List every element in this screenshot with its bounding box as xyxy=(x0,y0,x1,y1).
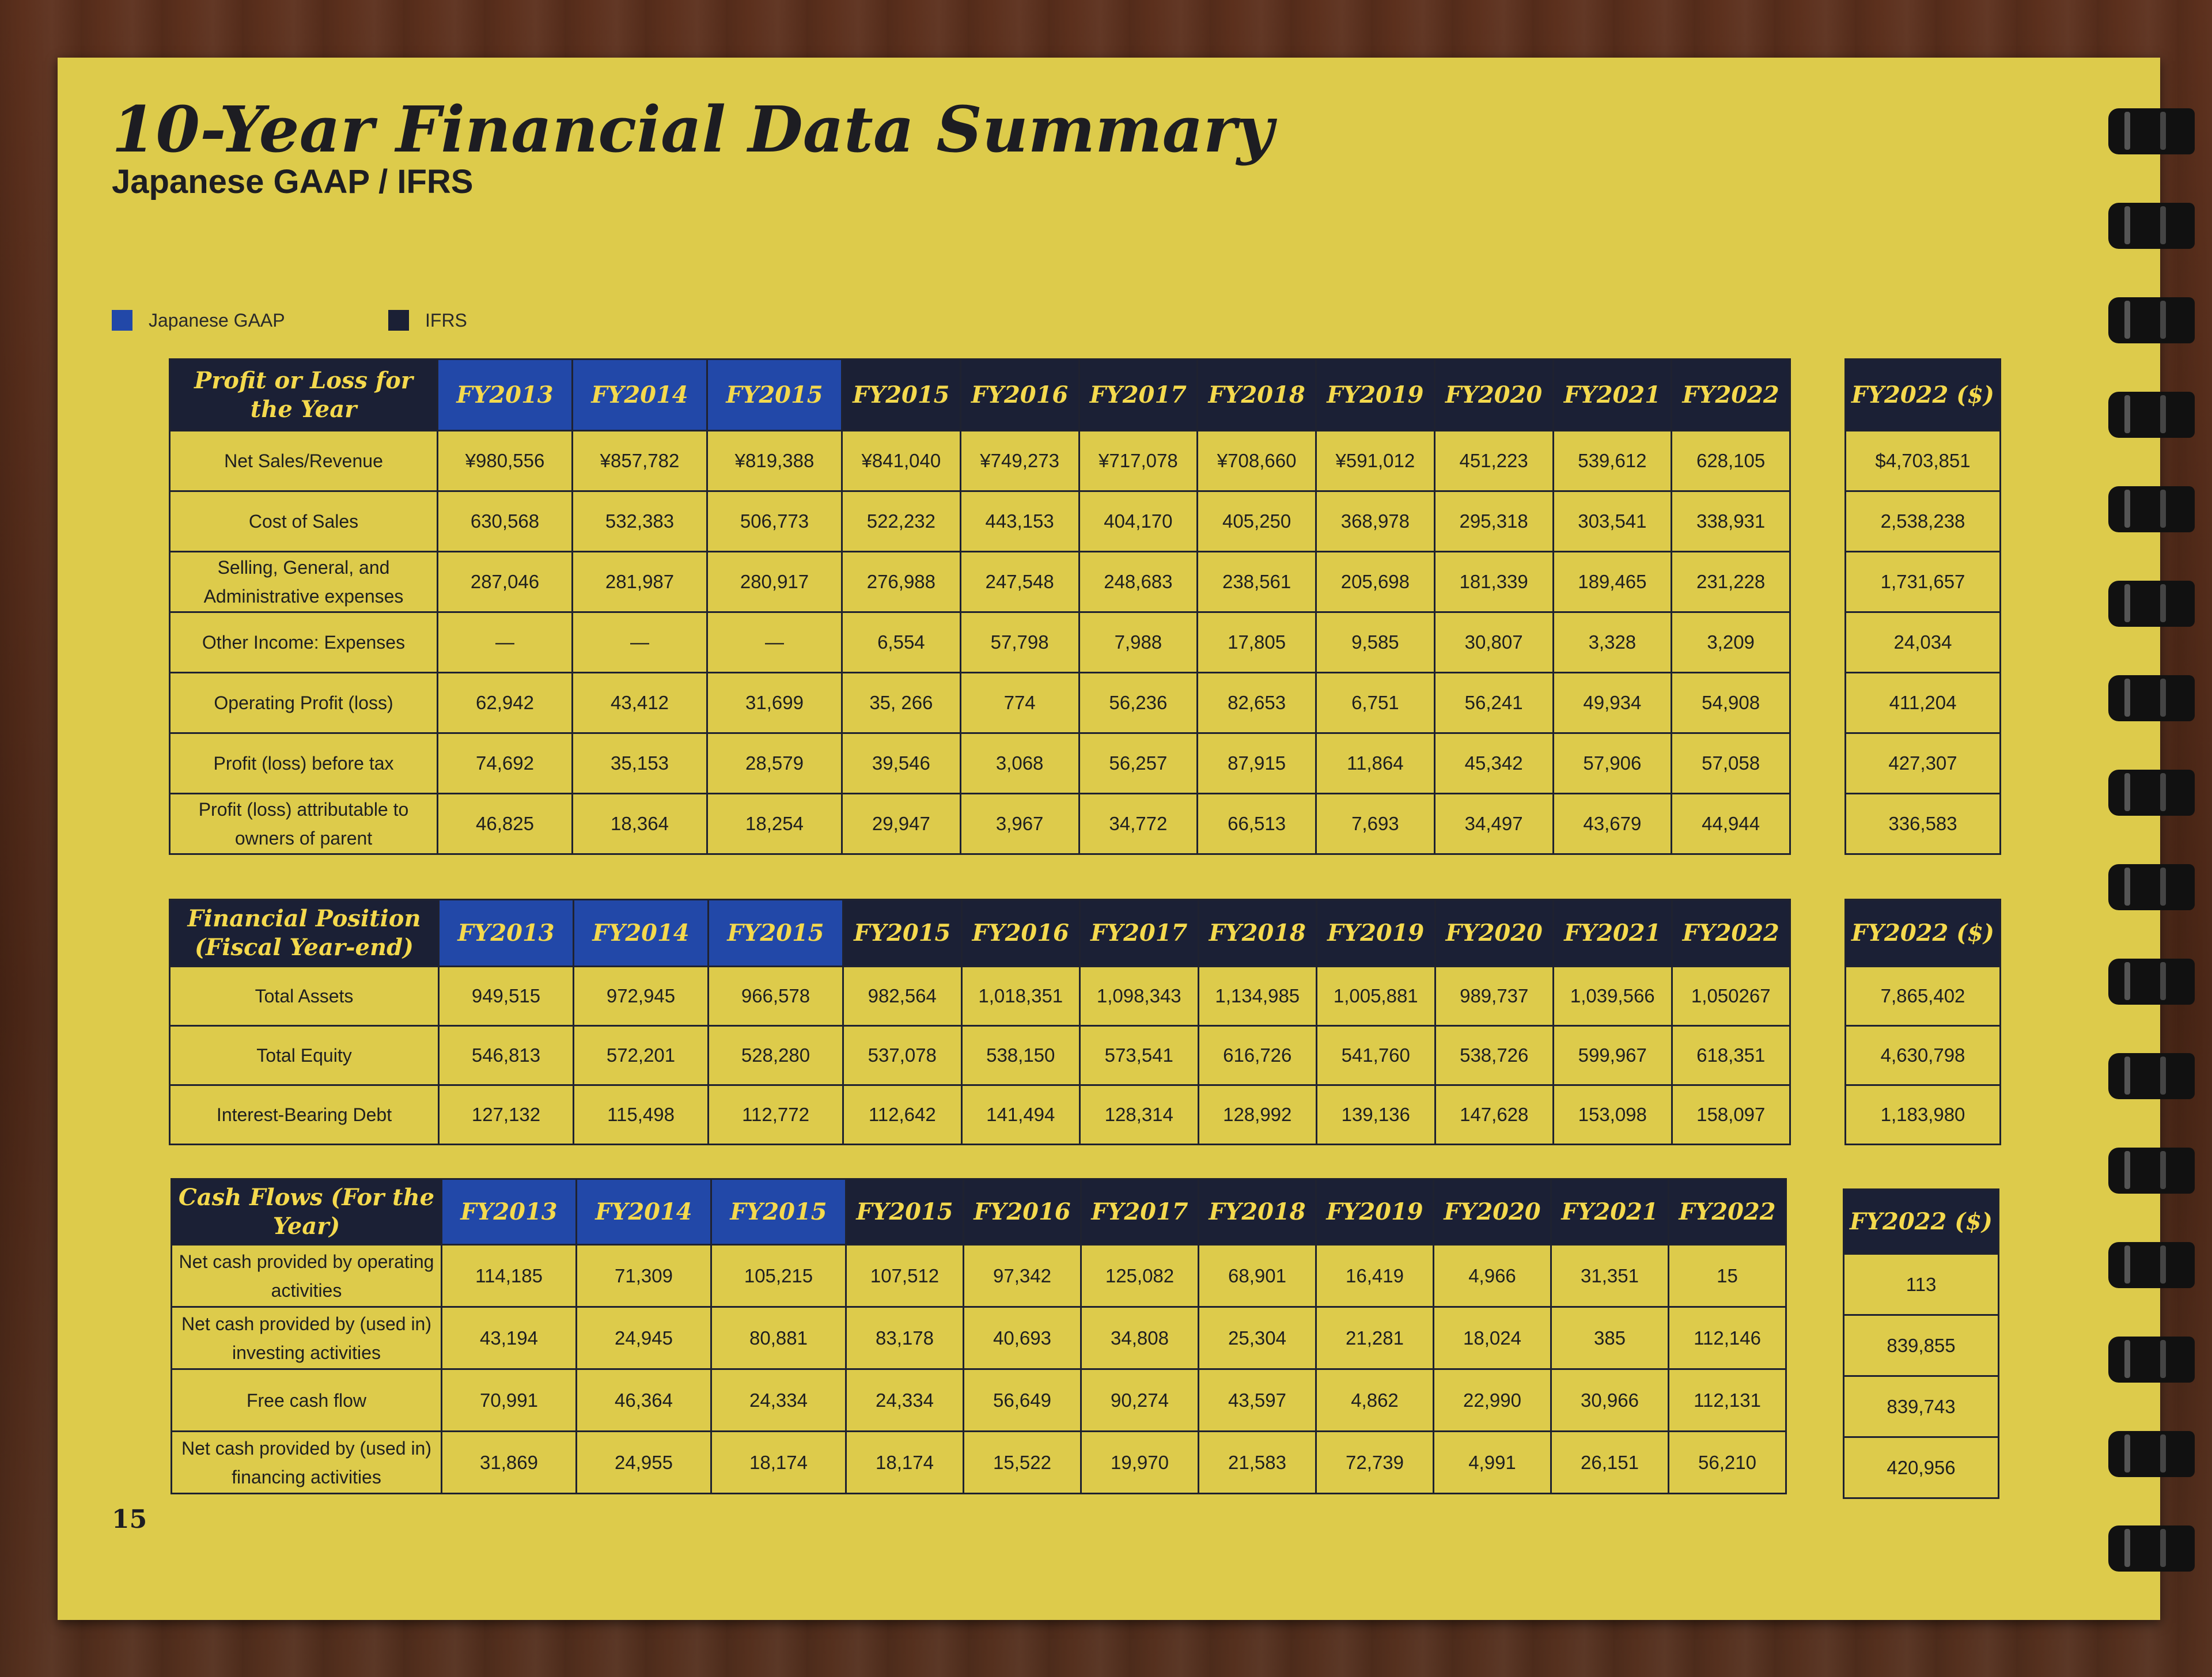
value-cell: 4,991 xyxy=(1434,1432,1551,1494)
value-cell: 541,760 xyxy=(1317,1026,1435,1085)
value-cell: 97,342 xyxy=(964,1245,1081,1307)
value-cell: 46,364 xyxy=(577,1369,711,1432)
usd-value-cell: 2,538,238 xyxy=(1846,491,2001,552)
value-cell: 539,612 xyxy=(1553,431,1672,491)
spiral-binding xyxy=(2097,104,2200,1578)
value-cell: 29,947 xyxy=(842,794,961,854)
page-number: 15 xyxy=(112,1505,147,1534)
value-cell: 24,334 xyxy=(846,1369,964,1432)
value-cell: 34,808 xyxy=(1081,1307,1199,1369)
value-cell: 546,813 xyxy=(439,1026,574,1085)
value-cell: ¥980,556 xyxy=(438,431,573,491)
row-label: Net cash provided by (used in) financing activities xyxy=(172,1432,442,1494)
value-cell: 114,185 xyxy=(442,1245,577,1307)
value-cell: 537,078 xyxy=(843,1026,962,1085)
table-row xyxy=(170,733,1790,794)
usd-row xyxy=(1846,733,2001,794)
value-cell: 87,915 xyxy=(1198,733,1316,794)
ifrs-year-header: FY2019 xyxy=(1316,359,1435,431)
value-cell: 158,097 xyxy=(1672,1085,1790,1145)
value-cell: ¥717,078 xyxy=(1079,431,1198,491)
ifrs-year-header: FY2022 xyxy=(1669,1179,1786,1245)
value-cell: 57,798 xyxy=(960,612,1079,673)
binding-coil xyxy=(2097,765,2198,820)
legend-item-gaap xyxy=(112,309,285,332)
usd-row xyxy=(1846,794,2001,854)
ifrs-year-header: FY2016 xyxy=(964,1179,1081,1245)
value-cell: 538,726 xyxy=(1435,1026,1554,1085)
binding-coil xyxy=(2097,482,2198,537)
value-cell: 105,215 xyxy=(711,1245,846,1307)
value-cell: 24,945 xyxy=(577,1307,711,1369)
value-cell: 18,364 xyxy=(573,794,707,854)
value-cell: 46,825 xyxy=(438,794,573,854)
table-row xyxy=(170,1026,1790,1085)
value-cell: — xyxy=(573,612,707,673)
section-header: Cash Flows (For the Year) xyxy=(172,1179,442,1245)
binding-coil xyxy=(2097,293,2198,348)
usd-row xyxy=(1846,1085,2001,1145)
usd-row xyxy=(1844,1315,1999,1376)
usd-row xyxy=(1844,1254,1999,1315)
value-cell: 1,050267 xyxy=(1672,967,1790,1026)
value-cell: 72,739 xyxy=(1316,1432,1434,1494)
usd-row xyxy=(1846,673,2001,733)
value-cell: 31,351 xyxy=(1551,1245,1669,1307)
usd-header: FY2022 ($) xyxy=(1846,359,2001,431)
gaap-year-header: FY2013 xyxy=(438,359,573,431)
value-cell: 1,134,985 xyxy=(1198,967,1317,1026)
usd-row xyxy=(1846,491,2001,552)
value-cell: 21,583 xyxy=(1199,1432,1316,1494)
value-cell: 7,693 xyxy=(1316,794,1435,854)
value-cell: 989,737 xyxy=(1435,967,1554,1026)
header-row xyxy=(170,359,1790,431)
value-cell: 538,150 xyxy=(961,1026,1080,1085)
usd-row xyxy=(1844,1437,1999,1498)
value-cell: 57,906 xyxy=(1553,733,1672,794)
usd-value-cell: 420,956 xyxy=(1844,1437,1999,1498)
binding-coil xyxy=(2097,387,2198,442)
ifrs-year-header: FY2015 xyxy=(843,900,962,967)
table-row xyxy=(170,552,1790,612)
value-cell: 115,498 xyxy=(574,1085,709,1145)
row-label: Net cash provided by operating activities xyxy=(172,1245,442,1307)
value-cell: 287,046 xyxy=(438,552,573,612)
value-cell: 1,098,343 xyxy=(1080,967,1199,1026)
value-cell: 616,726 xyxy=(1198,1026,1317,1085)
value-cell: 56,257 xyxy=(1079,733,1198,794)
value-cell: 506,773 xyxy=(707,491,842,552)
value-cell: 18,174 xyxy=(846,1432,964,1494)
table-row xyxy=(170,612,1790,673)
value-cell: 71,309 xyxy=(577,1245,711,1307)
section-header: Profit or Loss for the Year xyxy=(170,359,438,431)
row-label: Cost of Sales xyxy=(170,491,438,552)
value-cell: 30,966 xyxy=(1551,1369,1669,1432)
value-cell: 443,153 xyxy=(960,491,1079,552)
value-cell: 18,254 xyxy=(707,794,842,854)
value-cell: 4,966 xyxy=(1434,1245,1551,1307)
value-cell: 618,351 xyxy=(1672,1026,1790,1085)
value-cell: 16,419 xyxy=(1316,1245,1434,1307)
value-cell: 141,494 xyxy=(961,1085,1080,1145)
value-cell: 280,917 xyxy=(707,552,842,612)
value-cell: 949,515 xyxy=(439,967,574,1026)
value-cell: 6,751 xyxy=(1316,673,1435,733)
header-row xyxy=(170,900,1790,967)
ifrs-year-header: FY2018 xyxy=(1199,1179,1316,1245)
value-cell: 40,693 xyxy=(964,1307,1081,1369)
usd-value-cell: 113 xyxy=(1844,1254,1999,1315)
value-cell: ¥749,273 xyxy=(960,431,1079,491)
value-cell: 112,131 xyxy=(1669,1369,1786,1432)
table-row xyxy=(170,673,1790,733)
ifrs-year-header: FY2021 xyxy=(1553,359,1672,431)
value-cell: 532,383 xyxy=(573,491,707,552)
binding-coil xyxy=(2097,1048,2198,1104)
value-cell: 9,585 xyxy=(1316,612,1435,673)
value-cell: 338,931 xyxy=(1672,491,1790,552)
profit-loss-table xyxy=(169,358,1791,855)
value-cell: ¥591,012 xyxy=(1316,431,1435,491)
value-cell: 128,314 xyxy=(1080,1085,1199,1145)
value-cell: 43,412 xyxy=(573,673,707,733)
table-row xyxy=(172,1432,1786,1494)
value-cell: 966,578 xyxy=(709,967,843,1026)
gaap-year-header: FY2015 xyxy=(709,900,843,967)
value-cell: 6,554 xyxy=(842,612,961,673)
value-cell: 80,881 xyxy=(711,1307,846,1369)
table-row xyxy=(170,1085,1790,1145)
usd-value-cell: 1,731,657 xyxy=(1846,552,2001,612)
ifrs-year-header: FY2022 xyxy=(1672,900,1790,967)
value-cell: 238,561 xyxy=(1198,552,1316,612)
value-cell: 404,170 xyxy=(1079,491,1198,552)
value-cell: 112,642 xyxy=(843,1085,962,1145)
value-cell: 49,934 xyxy=(1553,673,1672,733)
ifrs-year-header: FY2017 xyxy=(1079,359,1198,431)
row-label: Interest-Bearing Debt xyxy=(170,1085,439,1145)
row-label: Net cash provided by (used in) investing activities xyxy=(172,1307,442,1369)
financial-position-table xyxy=(169,899,1791,1145)
ifrs-year-header: FY2021 xyxy=(1554,900,1672,967)
value-cell: 56,649 xyxy=(964,1369,1081,1432)
value-cell: 18,024 xyxy=(1434,1307,1551,1369)
value-cell: 147,628 xyxy=(1435,1085,1554,1145)
usd-row xyxy=(1846,552,2001,612)
value-cell: 56,236 xyxy=(1079,673,1198,733)
value-cell: 3,209 xyxy=(1672,612,1790,673)
usd-header: FY2022 ($) xyxy=(1846,900,2001,967)
usd-value-cell: 839,743 xyxy=(1844,1376,1999,1437)
usd-row xyxy=(1846,431,2001,491)
usd-value-cell: 411,204 xyxy=(1846,673,2001,733)
value-cell: ¥819,388 xyxy=(707,431,842,491)
value-cell: 34,772 xyxy=(1079,794,1198,854)
ifrs-year-header: FY2016 xyxy=(961,900,1080,967)
value-cell: 68,901 xyxy=(1199,1245,1316,1307)
row-label: Operating Profit (loss) xyxy=(170,673,438,733)
table-row xyxy=(170,794,1790,854)
value-cell: 54,908 xyxy=(1672,673,1790,733)
value-cell: 972,945 xyxy=(574,967,709,1026)
usd-row xyxy=(1846,1026,2001,1085)
value-cell: 22,990 xyxy=(1434,1369,1551,1432)
value-cell: 248,683 xyxy=(1079,552,1198,612)
binding-coil xyxy=(2097,860,2198,915)
value-cell: 3,328 xyxy=(1553,612,1672,673)
legend-swatch-gaap xyxy=(112,310,132,331)
table-row xyxy=(172,1307,1786,1369)
usd-header: FY2022 ($) xyxy=(1844,1190,1999,1254)
value-cell: ¥857,782 xyxy=(573,431,707,491)
value-cell: 7,988 xyxy=(1079,612,1198,673)
binding-coil xyxy=(2097,1521,2198,1576)
binding-coil xyxy=(2097,198,2198,253)
value-cell: 3,068 xyxy=(960,733,1079,794)
value-cell: 24,955 xyxy=(577,1432,711,1494)
gaap-year-header: FY2014 xyxy=(573,359,707,431)
value-cell: 66,513 xyxy=(1198,794,1316,854)
value-cell: 189,465 xyxy=(1553,552,1672,612)
gaap-year-header: FY2015 xyxy=(711,1179,846,1245)
value-cell: 774 xyxy=(960,673,1079,733)
gaap-year-header: FY2015 xyxy=(707,359,842,431)
gaap-year-header: FY2014 xyxy=(574,900,709,967)
value-cell: — xyxy=(438,612,573,673)
value-cell: 44,944 xyxy=(1672,794,1790,854)
value-cell: 181,339 xyxy=(1434,552,1553,612)
usd-row xyxy=(1844,1376,1999,1437)
gaap-year-header: FY2014 xyxy=(577,1179,711,1245)
value-cell: 112,146 xyxy=(1669,1307,1786,1369)
ifrs-year-header: FY2022 xyxy=(1672,359,1790,431)
value-cell: 127,132 xyxy=(439,1085,574,1145)
value-cell: 28,579 xyxy=(707,733,842,794)
value-cell: 4,862 xyxy=(1316,1369,1434,1432)
value-cell: 125,082 xyxy=(1081,1245,1199,1307)
profit-loss-usd-table xyxy=(1844,358,2001,855)
value-cell: 303,541 xyxy=(1553,491,1672,552)
value-cell: 628,105 xyxy=(1672,431,1790,491)
value-cell: 17,805 xyxy=(1198,612,1316,673)
binding-coil xyxy=(2097,954,2198,1009)
value-cell: 630,568 xyxy=(438,491,573,552)
cash-flows-usd-table xyxy=(1843,1188,1999,1499)
ifrs-year-header: FY2018 xyxy=(1198,900,1317,967)
ifrs-year-header: FY2019 xyxy=(1316,1179,1434,1245)
page-title: 10-Year Financial Data Summary xyxy=(112,92,1274,166)
binding-coil xyxy=(2097,671,2198,726)
ifrs-year-header: FY2016 xyxy=(960,359,1079,431)
row-label: Total Equity xyxy=(170,1026,439,1085)
value-cell: 599,967 xyxy=(1554,1026,1672,1085)
usd-value-cell: 4,630,798 xyxy=(1846,1026,2001,1085)
table-row xyxy=(172,1245,1786,1307)
table-row xyxy=(172,1369,1786,1432)
value-cell: 153,098 xyxy=(1554,1085,1672,1145)
value-cell: 15,522 xyxy=(964,1432,1081,1494)
value-cell: 26,151 xyxy=(1551,1432,1669,1494)
value-cell: 107,512 xyxy=(846,1245,964,1307)
value-cell: 24,334 xyxy=(711,1369,846,1432)
legend-item-ifrs xyxy=(388,309,467,332)
value-cell: 247,548 xyxy=(960,552,1079,612)
value-cell: 43,597 xyxy=(1199,1369,1316,1432)
usd-value-cell: 427,307 xyxy=(1846,733,2001,794)
usd-value-cell: 24,034 xyxy=(1846,612,2001,673)
value-cell: 83,178 xyxy=(846,1307,964,1369)
value-cell: 451,223 xyxy=(1434,431,1553,491)
cash-flows-table xyxy=(171,1178,1787,1494)
ifrs-year-header: FY2015 xyxy=(842,359,961,431)
value-cell: 573,541 xyxy=(1080,1026,1199,1085)
value-cell: 57,058 xyxy=(1672,733,1790,794)
binding-coil xyxy=(2097,1332,2198,1387)
ifrs-year-header: FY2018 xyxy=(1198,359,1316,431)
value-cell: 11,864 xyxy=(1316,733,1435,794)
row-label: Profit (loss) before tax xyxy=(170,733,438,794)
row-label: Other Income: Expenses xyxy=(170,612,438,673)
usd-header-row xyxy=(1846,900,2001,967)
ifrs-year-header: FY2021 xyxy=(1551,1179,1669,1245)
binding-coil xyxy=(2097,576,2198,631)
value-cell: 128,992 xyxy=(1198,1085,1317,1145)
binding-coil xyxy=(2097,1143,2198,1198)
value-cell: 35, 266 xyxy=(842,673,961,733)
value-cell: ¥708,660 xyxy=(1198,431,1316,491)
table-row xyxy=(170,431,1790,491)
value-cell: 205,698 xyxy=(1316,552,1435,612)
value-cell: 74,692 xyxy=(438,733,573,794)
value-cell: 45,342 xyxy=(1434,733,1553,794)
binding-coil xyxy=(2097,104,2198,159)
usd-value-cell: 7,865,402 xyxy=(1846,967,2001,1026)
section-header: Financial Position (Fiscal Year-end) xyxy=(170,900,439,967)
value-cell: 295,318 xyxy=(1434,491,1553,552)
usd-header-row xyxy=(1846,359,2001,431)
value-cell: 31,699 xyxy=(707,673,842,733)
header-row xyxy=(172,1179,1786,1245)
value-cell: 368,978 xyxy=(1316,491,1435,552)
value-cell: 30,807 xyxy=(1434,612,1553,673)
usd-value-cell: $4,703,851 xyxy=(1846,431,2001,491)
value-cell: 25,304 xyxy=(1199,1307,1316,1369)
value-cell: 39,546 xyxy=(842,733,961,794)
value-cell: 139,136 xyxy=(1317,1085,1435,1145)
table-row xyxy=(170,967,1790,1026)
value-cell: 35,153 xyxy=(573,733,707,794)
value-cell: 385 xyxy=(1551,1307,1669,1369)
page-subtitle: Japanese GAAP / IFRS xyxy=(112,163,474,200)
value-cell: 572,201 xyxy=(574,1026,709,1085)
usd-value-cell: 336,583 xyxy=(1846,794,2001,854)
ifrs-year-header: FY2017 xyxy=(1080,900,1199,967)
value-cell: 276,988 xyxy=(842,552,961,612)
ifrs-year-header: FY2017 xyxy=(1081,1179,1199,1245)
value-cell: 43,679 xyxy=(1553,794,1672,854)
row-label: Free cash flow xyxy=(172,1369,442,1432)
value-cell: 56,241 xyxy=(1434,673,1553,733)
value-cell: 112,772 xyxy=(709,1085,843,1145)
row-label: Profit (loss) attributable to owners of parent xyxy=(170,794,438,854)
value-cell: 1,039,566 xyxy=(1554,967,1672,1026)
value-cell: 19,970 xyxy=(1081,1432,1199,1494)
gaap-year-header: FY2013 xyxy=(442,1179,577,1245)
ifrs-year-header: FY2020 xyxy=(1434,1179,1551,1245)
value-cell: 43,194 xyxy=(442,1307,577,1369)
value-cell: 231,228 xyxy=(1672,552,1790,612)
value-cell: 31,869 xyxy=(442,1432,577,1494)
usd-header-row xyxy=(1844,1190,1999,1254)
value-cell: 34,497 xyxy=(1434,794,1553,854)
usd-value-cell: 1,183,980 xyxy=(1846,1085,2001,1145)
value-cell: 281,987 xyxy=(573,552,707,612)
ifrs-year-header: FY2020 xyxy=(1434,359,1553,431)
ifrs-year-header: FY2020 xyxy=(1435,900,1554,967)
value-cell: 15 xyxy=(1669,1245,1786,1307)
ifrs-year-header: FY2019 xyxy=(1317,900,1435,967)
usd-row xyxy=(1846,612,2001,673)
value-cell: 1,018,351 xyxy=(961,967,1080,1026)
value-cell: 982,564 xyxy=(843,967,962,1026)
legend-label-ifrs: IFRS xyxy=(425,309,467,331)
legend-label-gaap: Japanese GAAP xyxy=(149,309,285,331)
value-cell: 62,942 xyxy=(438,673,573,733)
table-row xyxy=(170,491,1790,552)
binding-coil xyxy=(2097,1426,2198,1482)
value-cell: ¥841,040 xyxy=(842,431,961,491)
value-cell: — xyxy=(707,612,842,673)
legend-swatch-ifrs xyxy=(388,310,409,331)
value-cell: 528,280 xyxy=(709,1026,843,1085)
binding-coil xyxy=(2097,1237,2198,1293)
value-cell: 82,653 xyxy=(1198,673,1316,733)
financial-position-usd-table xyxy=(1844,899,2001,1145)
row-label: Net Sales/Revenue xyxy=(170,431,438,491)
ifrs-year-header: FY2015 xyxy=(846,1179,964,1245)
usd-value-cell: 839,855 xyxy=(1844,1315,1999,1376)
value-cell: 21,281 xyxy=(1316,1307,1434,1369)
value-cell: 18,174 xyxy=(711,1432,846,1494)
value-cell: 56,210 xyxy=(1669,1432,1786,1494)
usd-row xyxy=(1846,967,2001,1026)
value-cell: 70,991 xyxy=(442,1369,577,1432)
value-cell: 405,250 xyxy=(1198,491,1316,552)
value-cell: 90,274 xyxy=(1081,1369,1199,1432)
value-cell: 3,967 xyxy=(960,794,1079,854)
row-label: Selling, General, and Administrative expenses xyxy=(170,552,438,612)
row-label: Total Assets xyxy=(170,967,439,1026)
value-cell: 522,232 xyxy=(842,491,961,552)
gaap-year-header: FY2013 xyxy=(439,900,574,967)
value-cell: 1,005,881 xyxy=(1317,967,1435,1026)
